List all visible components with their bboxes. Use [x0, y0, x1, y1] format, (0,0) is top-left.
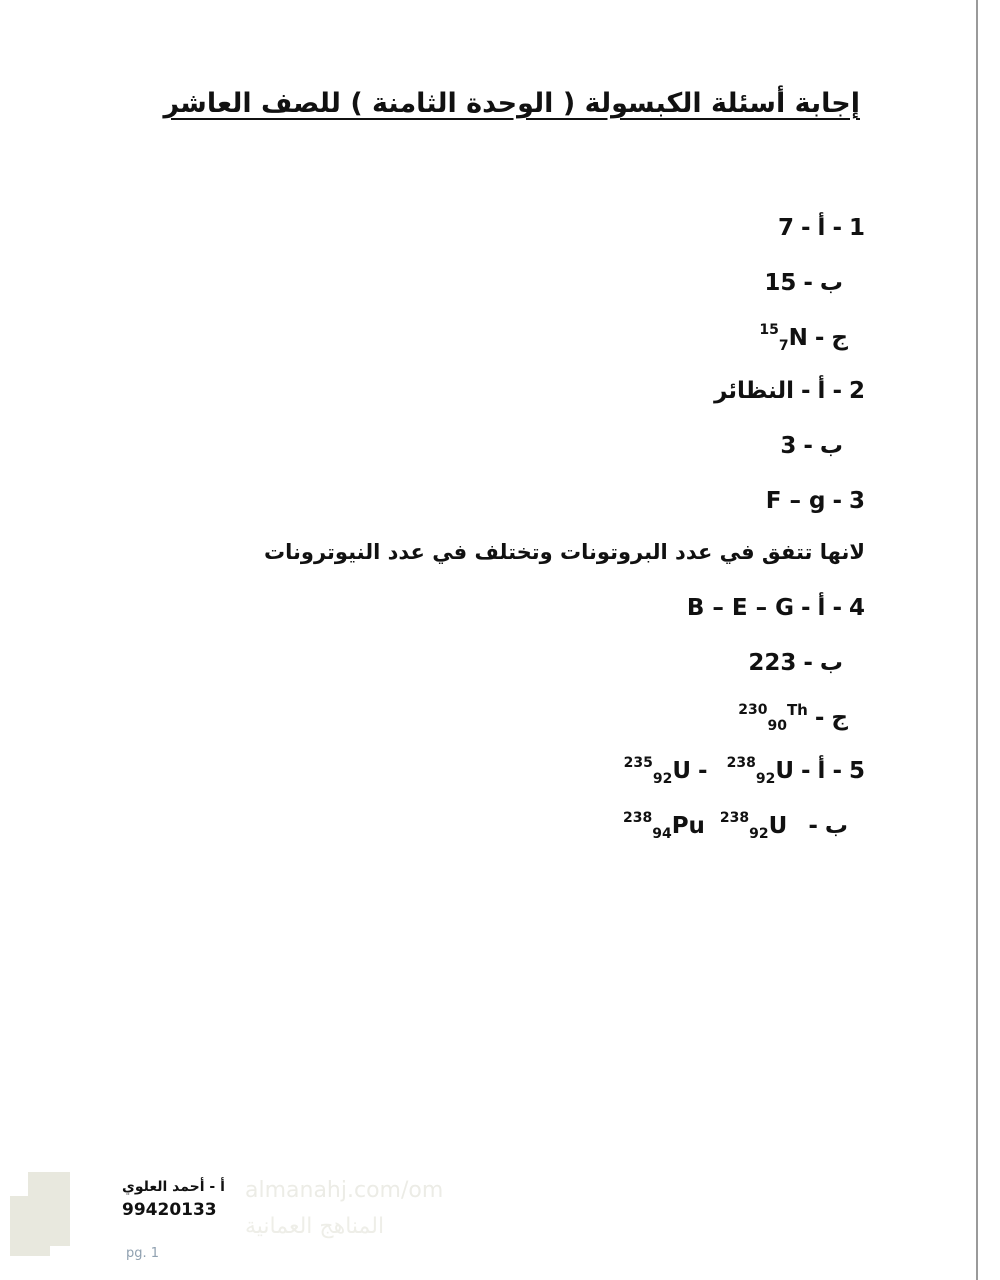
dash: -	[801, 378, 811, 404]
page-title: إجابة أسئلة الكبسولة ( الوحدة الثامنة ) للصف العاشر	[163, 88, 860, 119]
answer: F – g	[765, 488, 826, 514]
watermark-url: almanahj.com/om	[245, 1178, 444, 1203]
page-number: pg. 1	[126, 1246, 160, 1261]
part-letter: أ	[817, 215, 826, 241]
question-number: 5	[848, 758, 865, 784]
answer-line-12	[622, 810, 848, 842]
mass-number: 238	[719, 810, 750, 826]
mass-number: 238	[622, 810, 653, 826]
answer-line-5	[780, 433, 843, 459]
answer: 3	[780, 433, 797, 459]
dash: -	[803, 433, 813, 459]
answer: B – E – G	[686, 595, 794, 621]
part-letter: ب	[819, 433, 843, 459]
dash: -	[803, 650, 813, 676]
part-letter: ج	[831, 325, 848, 351]
atomic-number: 7	[778, 338, 789, 354]
page-edge	[976, 0, 1000, 1280]
answer: النظائر	[714, 378, 794, 404]
dash: -	[832, 758, 842, 784]
dash: -	[832, 215, 842, 241]
answer-line-9	[748, 650, 843, 676]
explanation: لانها تتفق في عدد البروتونات وتختلف في عدد النيوترونات	[264, 540, 865, 564]
part-letter: ب	[824, 813, 848, 839]
isotope-notation	[719, 810, 788, 842]
element-symbol: U	[768, 813, 788, 839]
isotope-notation	[726, 755, 794, 787]
dash: -	[801, 758, 811, 784]
answer-line-2	[764, 270, 843, 296]
isotope-notation	[623, 755, 692, 787]
dash: -	[814, 705, 825, 731]
author-phone: 99420133	[122, 1200, 217, 1220]
dash: -	[801, 595, 811, 621]
mass-number: 15	[759, 322, 779, 338]
dash: -	[808, 813, 818, 839]
dash: -	[832, 595, 842, 621]
element-symbol: U	[775, 758, 794, 784]
mass-number: 230	[738, 702, 768, 718]
element-symbol: Pu	[671, 813, 705, 839]
question-number: 2	[848, 378, 865, 404]
atomic-number: 92	[749, 826, 769, 842]
part-letter: أ	[817, 758, 826, 784]
watermark-logo-block	[10, 1196, 50, 1256]
answer-line-4	[714, 378, 865, 404]
question-number: 3	[848, 488, 865, 514]
answer-line-6	[766, 488, 865, 514]
answer-line-7	[264, 540, 865, 564]
atomic-number: 90	[767, 718, 787, 734]
question-number: 4	[848, 595, 865, 621]
element-symbol: Th	[786, 701, 808, 719]
dash: -	[832, 488, 842, 514]
mass-number: 235	[623, 755, 653, 771]
dash: -	[814, 325, 825, 351]
element-symbol: U	[672, 758, 692, 784]
part-letter: ج	[831, 705, 848, 731]
part-letter: ب	[819, 270, 843, 296]
author-name: أ - أحمد العلوي	[122, 1179, 225, 1195]
isotope-notation	[738, 701, 808, 734]
dash: -	[698, 758, 708, 784]
atomic-number: 94	[652, 826, 672, 842]
dash: -	[803, 270, 813, 296]
answer-line-8	[687, 595, 865, 621]
atomic-number: 92	[755, 771, 776, 787]
answer-line-10	[738, 701, 848, 734]
answer-line-3	[759, 322, 848, 354]
answer: 15	[764, 270, 797, 296]
watermark-name: المناهج العمانية	[245, 1214, 385, 1239]
atomic-number: 92	[652, 771, 673, 787]
part-letter: ب	[819, 650, 843, 676]
dash: -	[832, 378, 842, 404]
isotope-notation	[759, 322, 808, 354]
element-symbol: N	[788, 325, 808, 351]
isotope-notation	[622, 810, 705, 842]
answer-line-1	[778, 215, 865, 241]
answer-line-11	[623, 755, 865, 787]
answer: 7	[777, 215, 794, 241]
answer: 223	[748, 650, 797, 676]
part-letter: أ	[817, 595, 826, 621]
part-letter: أ	[817, 378, 826, 404]
question-number: 1	[848, 215, 865, 241]
dash: -	[801, 215, 811, 241]
mass-number: 238	[726, 755, 756, 771]
